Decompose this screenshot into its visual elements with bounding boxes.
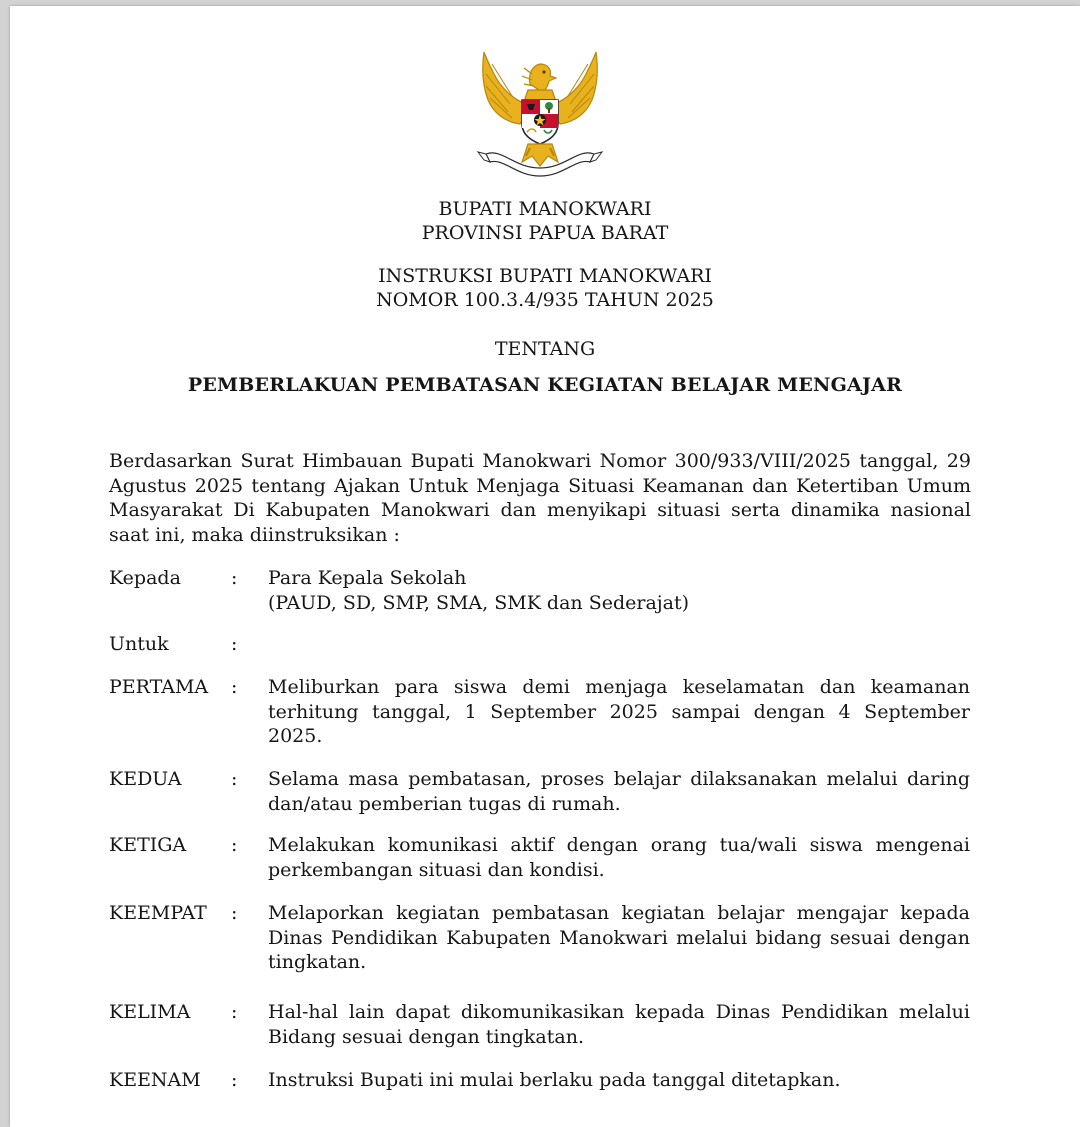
instruction-colon: :	[231, 902, 238, 924]
instruction-colon: :	[231, 676, 238, 698]
instruction-text: Melakukan komunikasi aktif dengan orang tua/wali siswa mengenai perkembangan situasi dan kondisi.	[268, 834, 970, 881]
document-number: NOMOR 100.3.4/935 TAHUN 2025	[376, 289, 714, 311]
issuer-province: PROVINSI PAPUA BARAT	[421, 222, 669, 244]
instruction-document	[10, 6, 1080, 1127]
instruction-label: KELIMA	[109, 1001, 191, 1023]
recipient-text	[268, 566, 970, 615]
recipient-line-1: Para Kepala Sekolah	[268, 567, 467, 589]
instruction-label: KETIGA	[109, 834, 187, 856]
recipient-label: Kepada	[109, 567, 181, 589]
issuer-office: BUPATI MANOKWARI	[438, 198, 652, 220]
instruction-colon: :	[231, 1001, 238, 1023]
purpose-label: Untuk	[109, 633, 169, 655]
document-type: INSTRUKSI BUPATI MANOKWARI	[378, 265, 712, 287]
instruction-text: Hal-hal lain dapat dikomunikasikan kepada Dinas Pendidikan melalui Bidang sesuai dengan tingkatan.	[268, 1001, 970, 1048]
document-id-block	[10, 264, 1080, 312]
instruction-label: PERTAMA	[109, 676, 209, 698]
instruction-label: KEEMPAT	[109, 902, 207, 924]
recipient-colon: :	[231, 567, 238, 589]
garuda-pancasila-emblem-icon	[472, 44, 608, 180]
instruction-colon: :	[231, 834, 238, 856]
instruction-text: Instruksi Bupati ini mulai berlaku pada tanggal ditetapkan.	[268, 1069, 841, 1091]
instruction-label: KEDUA	[109, 768, 182, 790]
instruction-text: Meliburkan para siswa demi menjaga keselamatan dan keamanan terhitung tanggal, 1 September 2025 sampai dengan 4 September 2025.	[268, 676, 970, 747]
issuer-block	[10, 197, 1080, 245]
instruction-colon: :	[231, 1069, 238, 1091]
document-page	[10, 6, 1080, 1127]
instruction-colon: :	[231, 768, 238, 790]
purpose-colon: :	[231, 633, 238, 655]
intro-paragraph: Berdasarkan Surat Himbauan Bupati Manokwari Nomor 300/933/VIII/2025 tanggal, 29 Agustus 2025 tentang Ajakan Untuk Menjaga Situasi Keamanan dan Ketertiban Umum Masyarakat Di Kabupaten Manokwari dan menyikapi situasi serta dinamika nasional saat ini, maka diinstruksikan :	[109, 450, 971, 546]
instruction-text: Melaporkan kegiatan pembatasan kegiatan belajar mengajar kepada Dinas Pendidikan Kabupaten Manokwari melalui bidang sesuai dengan tingkatan.	[268, 902, 970, 973]
about-label: TENTANG	[494, 338, 596, 360]
recipient-line-2: (PAUD, SD, SMP, SMA, SMK dan Sederajat)	[268, 591, 690, 614]
document-subject: PEMBERLAKUAN PEMBATASAN KEGIATAN BELAJAR MENGAJAR	[187, 374, 903, 396]
instruction-label: KEENAM	[109, 1069, 201, 1091]
instruction-text: Selama masa pembatasan, proses belajar dilaksanakan melalui daring dan/atau pemberian tugas di rumah.	[268, 768, 970, 815]
